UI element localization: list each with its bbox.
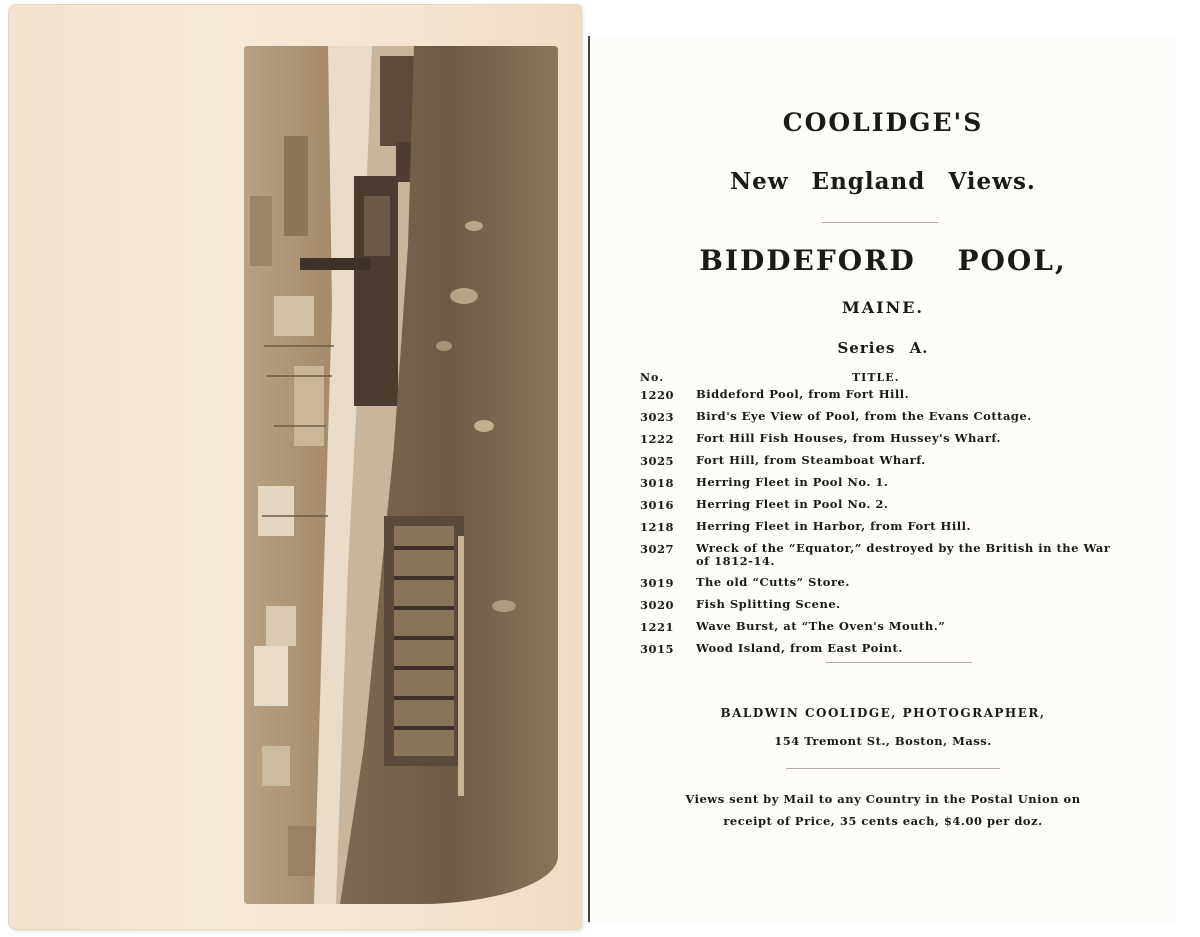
view-title: Wreck of the “Equator,” destroyed by the British in the War of 1812-14. xyxy=(696,541,1111,568)
divider-rule-2 xyxy=(826,662,972,663)
view-number: 3015 xyxy=(640,642,675,656)
mail-order-line-2: receipt of Price, 35 cents each, $4.00 per doz. xyxy=(723,814,1043,828)
view-number: 1221 xyxy=(640,620,675,634)
view-title: Wave Burst, at “The Oven's Mouth.” xyxy=(696,619,946,633)
photo-mount-card xyxy=(8,4,582,930)
view-number: 3019 xyxy=(640,576,675,590)
state-name: MAINE. xyxy=(842,298,924,317)
sepia-photograph xyxy=(244,46,558,904)
list-item xyxy=(590,642,1176,664)
view-title: Herring Fleet in Pool No. 1. xyxy=(696,475,889,489)
list-item xyxy=(590,454,1176,476)
series-label: Series A. xyxy=(837,339,929,357)
series-subtitle: New England Views. xyxy=(730,168,1036,195)
column-header-number: No. xyxy=(640,371,665,384)
view-title: The old “Cutts” Store. xyxy=(696,575,850,589)
view-title: Herring Fleet in Pool No. 2. xyxy=(696,497,889,511)
view-number: 3027 xyxy=(640,542,675,556)
view-number: 3020 xyxy=(640,598,675,612)
views-list xyxy=(590,388,1176,664)
divider-rule-3 xyxy=(786,768,1000,769)
publisher-name: COOLIDGE'S xyxy=(782,108,984,137)
view-number: 3023 xyxy=(640,410,675,424)
view-title: Herring Fleet in Harbor, from Fort Hill. xyxy=(696,519,972,533)
view-title: Wood Island, from East Point. xyxy=(696,641,903,655)
view-number: 1220 xyxy=(640,388,675,402)
view-title: Bird's Eye View of Pool, from the Evans Cottage. xyxy=(696,409,1032,423)
view-title: Fish Splitting Scene. xyxy=(696,597,841,611)
caption-card xyxy=(588,36,1176,922)
view-title: Fort Hill Fish Houses, from Hussey's Wharf. xyxy=(696,431,1001,445)
view-number: 1222 xyxy=(640,432,675,446)
view-number: 3025 xyxy=(640,454,675,468)
list-item xyxy=(590,520,1176,542)
view-number: 3016 xyxy=(640,498,675,512)
harbor-scene-image xyxy=(244,46,558,904)
mail-order-line-1: Views sent by Mail to any Country in the Postal Union on xyxy=(685,792,1081,806)
list-item xyxy=(590,388,1176,410)
list-item xyxy=(590,576,1176,598)
studio-address: 154 Tremont St., Boston, Mass. xyxy=(774,734,992,748)
list-item xyxy=(590,620,1176,642)
view-title: Fort Hill, from Steamboat Wharf. xyxy=(696,453,926,467)
view-title: Biddeford Pool, from Fort Hill. xyxy=(696,387,910,401)
list-item xyxy=(590,498,1176,520)
column-header-title: TITLE. xyxy=(852,371,900,384)
list-item xyxy=(590,410,1176,432)
list-item xyxy=(590,542,1176,576)
location-title: BIDDEFORD POOL, xyxy=(699,244,1067,277)
photographer-credit: BALDWIN COOLIDGE, PHOTOGRAPHER, xyxy=(720,706,1046,720)
list-item xyxy=(590,432,1176,454)
list-item xyxy=(590,598,1176,620)
divider-rule-1 xyxy=(822,222,938,223)
view-number: 1218 xyxy=(640,520,675,534)
view-number: 3018 xyxy=(640,476,675,490)
list-item xyxy=(590,476,1176,498)
